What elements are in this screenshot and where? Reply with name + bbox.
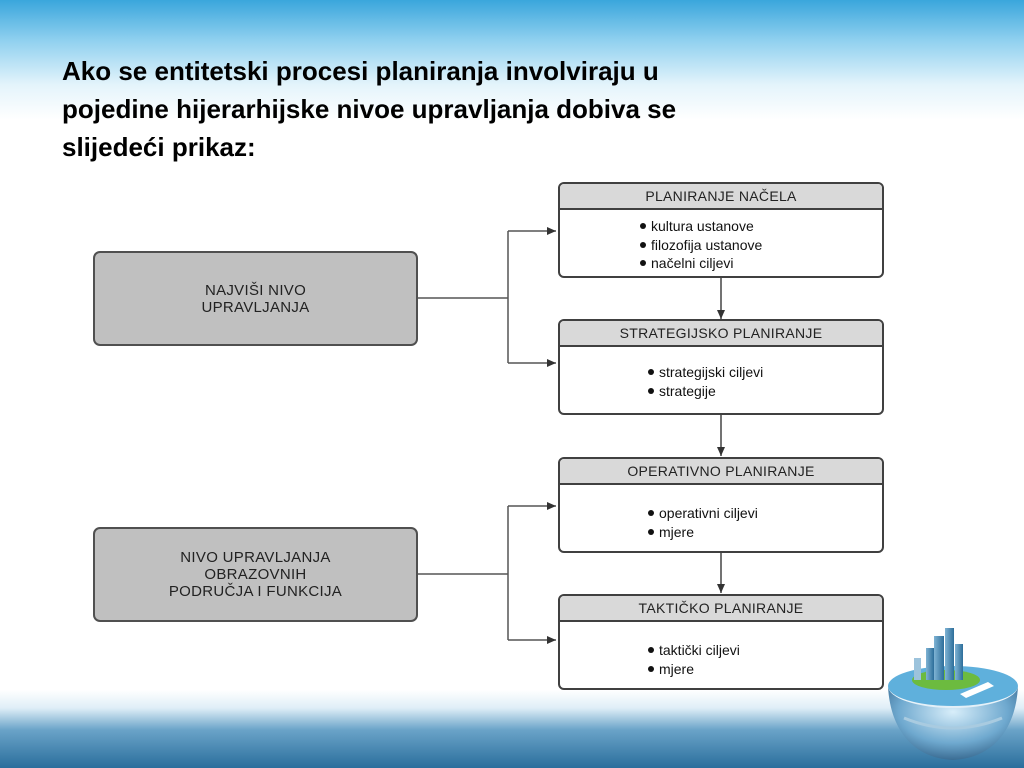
top-management-label: NAJVIŠI NIVO UPRAVLJANJA <box>201 281 310 316</box>
list-item: strategije <box>648 382 882 401</box>
operative-planning-list <box>560 485 882 541</box>
operative-planning-box <box>558 457 884 553</box>
list-item: mjere <box>648 660 882 679</box>
connector-area-level <box>418 506 508 640</box>
list-item: načelni ciljevi <box>640 254 882 273</box>
operative-planning-heading: OPERATIVNO PLANIRANJE <box>560 459 882 485</box>
list-item: taktički ciljevi <box>648 641 882 660</box>
list-item: strategijski ciljevi <box>648 363 882 382</box>
tactical-planning-heading: TAKTIČKO PLANIRANJE <box>560 596 882 622</box>
area-management-box <box>93 527 418 622</box>
tactical-planning-list <box>560 622 882 678</box>
planning-principles-box <box>558 182 884 278</box>
strategic-planning-box <box>558 319 884 415</box>
slide-title: Ako se entitetski procesi planiranja involviraju u pojedine hijerarhijske nivoe upravljanja dobiva se slijedeći prikaz: <box>62 56 677 162</box>
globe-city-icon <box>884 628 1022 762</box>
strategic-planning-heading: STRATEGIJSKO PLANIRANJE <box>560 321 882 347</box>
area-management-label: NIVO UPRAVLJANJA OBRAZOVNIH PODRUČJA I FUNKCIJA <box>168 549 343 600</box>
list-item: operativni ciljevi <box>648 504 882 523</box>
strategic-planning-list <box>560 347 882 400</box>
top-management-box <box>93 251 418 346</box>
list-item: mjere <box>648 523 882 542</box>
list-item: kultura ustanove <box>640 217 882 236</box>
connector-top-level <box>418 231 508 363</box>
planning-principles-list <box>560 210 882 273</box>
tactical-planning-box <box>558 594 884 690</box>
planning-principles-heading: PLANIRANJE NAČELA <box>560 184 882 210</box>
list-item: filozofija ustanove <box>640 236 882 255</box>
